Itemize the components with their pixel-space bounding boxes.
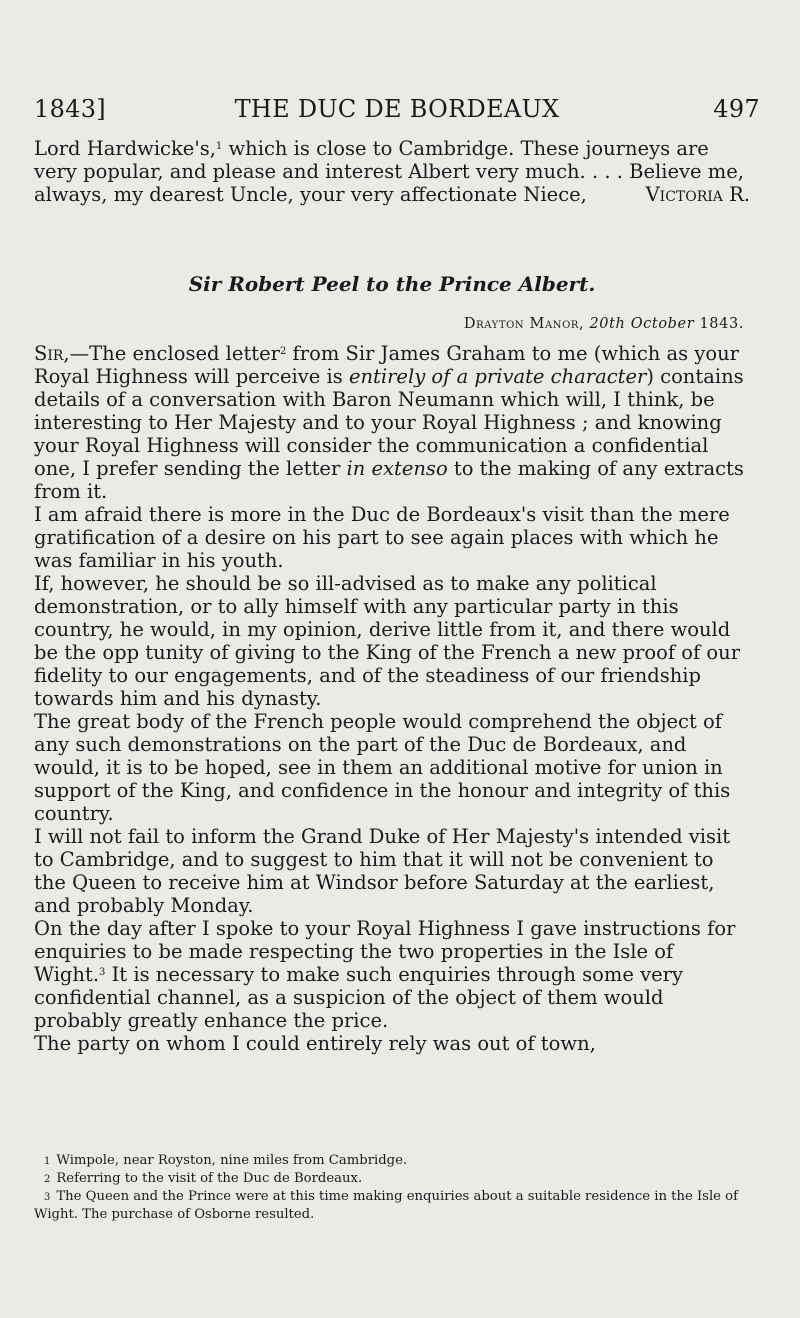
- header-title: THE DUC DE BORDEAUX: [234, 95, 560, 123]
- footnote-2: 2 Referring to the visit of the Duc de Bordeaux.: [44, 1171, 363, 1186]
- footnotes: [34, 1152, 750, 1223]
- running-header: [34, 92, 760, 126]
- paragraph-2: I am afraid there is more in the Duc de Bordeaux's visit than the mere gratification of a desire on his part to see again places with which he was familiar in his youth.: [34, 503, 730, 572]
- letter-body: [34, 342, 750, 1055]
- date-place: Drayton Manor,: [463, 316, 585, 332]
- footnote-ref-1: 1: [215, 141, 223, 152]
- date-text: 20th October: [589, 316, 695, 332]
- header-year: 1843]: [34, 95, 106, 123]
- paragraph-1: Sir,—The enclosed letter$^2$ from Sir James Graham to me (which as your Royal Highness will perceive is entirely of a private character) contains details of a conversation with Baron Neumann which will, I think, be interesting to Her Majesty and to your Royal Highness ; and knowing your Royal Highness will consider the communication a confidential one, I prefer sending the letter in extenso to the making of any extracts from it.: [34, 342, 744, 503]
- salutation: Sir,: [34, 342, 70, 365]
- letter-heading: Sir Robert Peel to the Prince Albert.: [188, 272, 596, 296]
- letter-closing-paragraph: [34, 137, 750, 206]
- closing-text: Lord Hardwicke's,$^1$ which is close to Cambridge. These journeys are very popular, and please and interest Albert very much. . . . Believe me, always, my dearest Uncle, your very affectionate Niece, Victoria R.: [34, 137, 750, 206]
- page-number: 497: [713, 95, 760, 123]
- paragraph-5: I will not fail to inform the Grand Duke of Her Majesty's intended visit to Cambridge, and to suggest to him that it will not be convenient to the Queen to receive him at Windsor before Saturday at the earliest, and probably Monday.: [34, 825, 731, 917]
- footnote-ref-3: 3: [99, 967, 106, 978]
- paragraph-3: If, however, he should be so ill-advised as to make any political demonstration, or to ally himself with any particular party in this country, he would, in my opinion, derive little from it, and there would be the opp tunity of giving to the King of the French a new proof of our fidelity to our engagements, and of the steadiness of our friendship towards him and his dynasty.: [34, 572, 741, 710]
- signature: Victoria R.: [645, 183, 750, 206]
- paragraph-7: The party on whom I could entirely rely was out of town,: [34, 1032, 596, 1055]
- letter-dateline: [34, 314, 744, 334]
- footnote-1: 1 Wimpole, near Royston, nine miles from Cambridge.: [44, 1153, 408, 1168]
- paragraph-4: The great body of the French people would comprehend the object of any such demonstrations on the part of the Duc de Bordeaux, and would, it is to be hoped, see in them an additional motive for union in support of the King, and confidence in the honour and integrity of this country.: [34, 710, 731, 825]
- paragraph-6: On the day after I spoke to your Royal Highness I gave instructions for enquiries to be made respecting the two properties in the Isle of Wight.$^3$ It is necessary to make such enquiries through some very confidential channel, as a suspicion of the object of them would probably greatly enhance the price.: [34, 917, 736, 1032]
- footnote-3: 3 The Queen and the Prince were at this time making enquiries about a suitable residence in the Isle of Wight. The purchase of Osborne resulted.: [34, 1189, 738, 1222]
- date-year: 1843.: [699, 316, 744, 332]
- footnote-ref-2: 2: [279, 346, 287, 357]
